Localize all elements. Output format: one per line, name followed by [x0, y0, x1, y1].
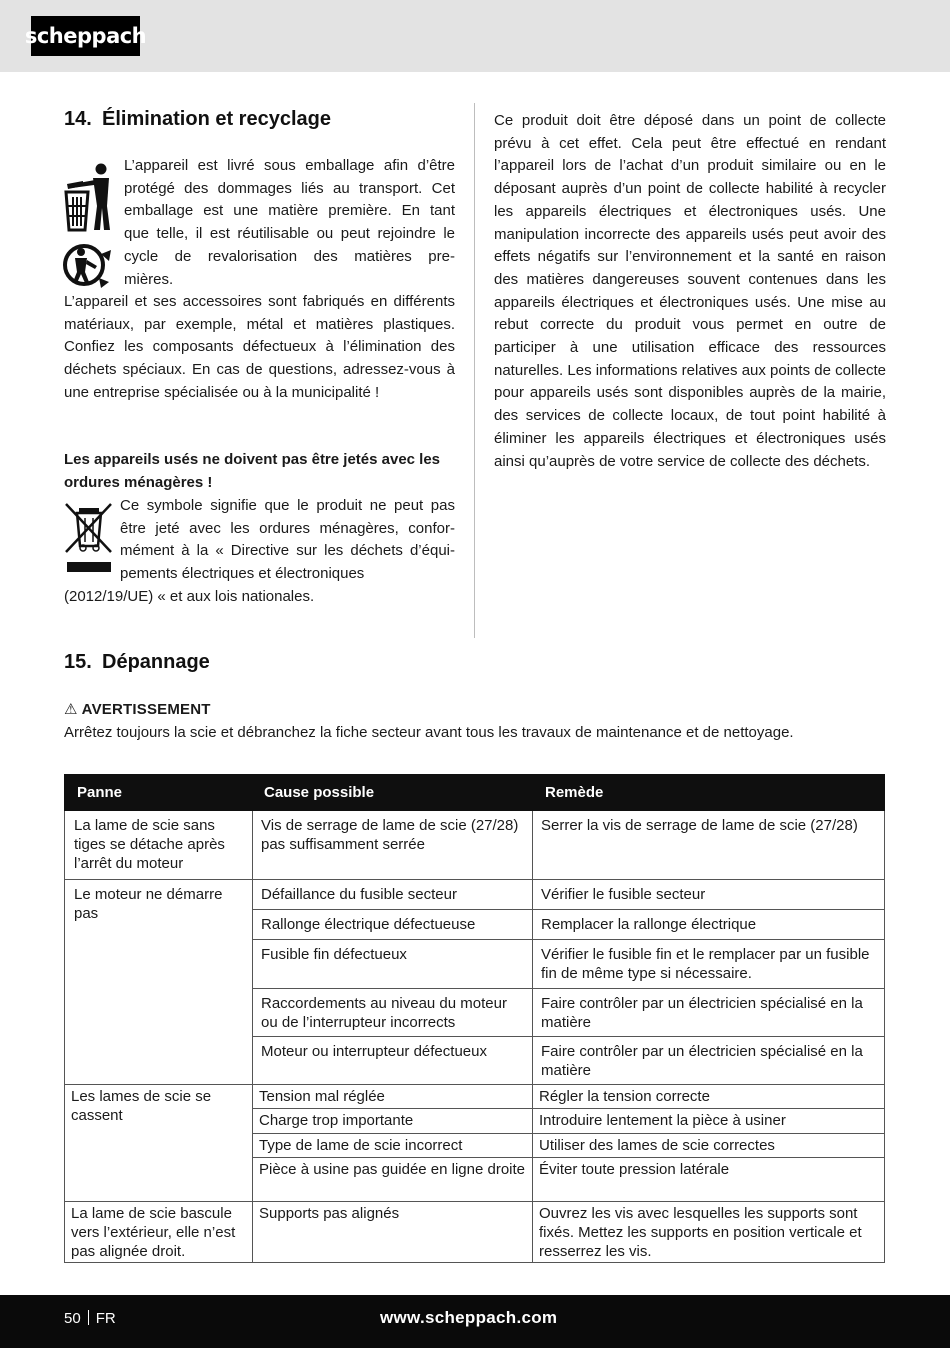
section-14-heading: [64, 108, 331, 131]
cause-cell: Raccordements au niveau du moteur ou de l’interrupteur incorrects: [253, 989, 533, 1036]
scheppach-logo: scheppach: [31, 16, 140, 56]
section-15-heading: [64, 651, 210, 674]
cause-cell: Rallonge électrique défectueuse: [253, 910, 533, 939]
cause-cell: Vis de serrage de lame de scie (27/28) pas suffisamment serrée: [253, 811, 533, 879]
remede-cell: Vérifier le fusible fin et le remplacer par un fusible fin de même type si nécessaire.: [541, 946, 870, 982]
panne-cell: La lame de scie bascule vers l’extérieur, elle n’est pas alignée droit.: [65, 1202, 253, 1262]
packaging-line: mières.: [124, 270, 174, 288]
remede-cell: Éviter toute pression latérale: [539, 1161, 730, 1178]
cause-cell: Charge trop importante: [253, 1109, 533, 1133]
recycling-person-icon: [63, 240, 117, 290]
cause-cell: Type de lame de scie incorrect: [253, 1134, 533, 1157]
warning-text: Arrêtez toujours la scie et débranchez la fiche secteur avant tous les travaux de maintenance et de nettoyage.: [64, 724, 794, 741]
table-row: [64, 880, 885, 1085]
weee-line: mément à la « Directive sur les déchets d’équi-: [120, 542, 455, 560]
section-15-number: 15.: [64, 651, 92, 673]
troubleshooting-table: [64, 774, 885, 1263]
header-panne: Panne: [77, 784, 123, 801]
remede-cell: Faire contrôler par un électricien spécialisé en la matière: [541, 1043, 863, 1079]
table-header: [64, 774, 885, 811]
warning-label: AVERTISSEMENT: [81, 701, 211, 718]
panne-cell: La lame de scie sans tiges se détache après l’arrêt du moteur: [65, 811, 253, 879]
collection-paragraph: Ce produit doit être déposé dans un point de collecte prévu à cet effet. Cela peut être effectué en rendant l’appareil lors de l’achat d’un produit similaire ou en le déposant auprès d’un point de collecte habilité à recycler les appareils électriques et électroniques usés. Une manipulation incorrecte des appareils usés peut avoir des effets négatifs sur l’environnement et la santé en raison des matières dangereuses souvent contenues dans les appareils électriques et électroniques usés. Une mise au rebut correcte du produit vous permet en outre de participer à une utilisation efficace des ressources naturelles. Les informations relatives aux points de collecte pour appareils usés sont disponibles auprès de la mairie, des services de collecte locaux, de tout point habilité à éliminer les appareils électriques et électroniques usés ainsi qu’auprès de votre service de collecte des déchets.: [494, 112, 886, 470]
weee-line: être jeté avec les ordures ménagères, confor-: [120, 519, 455, 537]
panne-cell: Le moteur ne démarre pas: [65, 880, 253, 1084]
packaging-line: cycle de revalorisation des matières pre-: [124, 247, 455, 265]
header-band: [0, 0, 950, 72]
footer-url: www.scheppach.com: [380, 1308, 558, 1327]
remede-cell: Introduire lentement la pièce à usiner: [539, 1112, 786, 1129]
cause-cell: Tension mal réglée: [253, 1085, 533, 1108]
section-15-title: Dépannage: [102, 651, 210, 673]
remede-cell: Faire contrôler par un électricien spécialisé en la matière: [541, 995, 863, 1031]
weee-paragraph: [120, 495, 455, 586]
column-divider: [474, 103, 475, 638]
page-number: 50: [64, 1310, 81, 1327]
packaging-line: que telle, il est réutilisable ou peut rejoindre le: [124, 225, 455, 243]
weee-last-line: (2012/19/UE) « et aux lois nationales.: [64, 588, 315, 605]
section-14-number: 14.: [64, 108, 92, 130]
disposal-person-bin-icon: [63, 162, 119, 234]
remede-cell: Serrer la vis de serrage de lame de scie (27/28): [541, 817, 858, 834]
section-14-title: Élimination et recyclage: [102, 108, 331, 130]
table-row: [64, 811, 885, 880]
warning-triangle-icon: ⚠: [64, 701, 78, 718]
waste-warning-bold: Les appareils usés ne doivent pas être jetés avec les ordures ménagères !: [64, 451, 441, 491]
remede-cell: Ouvrez les vis avec lesquelles les supports sont fixés. Mettez les supports en position verticale et resserrez les vis.: [539, 1205, 862, 1260]
panne-cell: Les lames de scie se cassent: [65, 1085, 253, 1201]
remede-cell: Remplacer la rallonge électrique: [541, 916, 757, 933]
remede-cell: Utiliser des lames de scie correctes: [539, 1137, 775, 1154]
packaging-paragraph: [124, 155, 455, 291]
weee-crossed-bin-icon: [63, 500, 115, 574]
warning-heading: [64, 700, 211, 718]
cause-cell: Défaillance du fusible secteur: [253, 880, 533, 909]
remede-cell: Régler la tension correcte: [539, 1088, 710, 1105]
cause-cell: Supports pas alignés: [253, 1202, 533, 1262]
packaging-line: protégé des dommages liés au transport. Cet: [124, 179, 455, 197]
remede-cell: Vérifier le fusible secteur: [541, 886, 706, 903]
language-code: FR: [95, 1310, 116, 1327]
materials-paragraph: L’appareil et ses accessoires sont fabriqués en différents matériaux, par exemple, métal et matières plastiques. Confiez les composants défectueux à l’élimination des déchets spéciaux. En cas de questions, adressez-vous à une entreprise spécialisée ou à la municipalité !: [64, 293, 455, 401]
header-cause: Cause possible: [264, 784, 375, 801]
packaging-line: L’appareil est livré sous emballage afin d’être: [124, 157, 455, 174]
cause-cell: Fusible fin défectueux: [253, 940, 533, 988]
page-info: [64, 1310, 116, 1327]
weee-line: Ce symbole signifie que le produit ne peut pas: [120, 497, 455, 514]
table-row: [64, 1085, 885, 1202]
page-separator: [88, 1310, 89, 1325]
table-row: [64, 1202, 885, 1263]
header-remede: Remède: [545, 784, 604, 801]
cause-cell: Pièce à usine pas guidée en ligne droite: [253, 1158, 533, 1201]
packaging-line: emballage est une matière première. En tant: [124, 202, 455, 220]
weee-line: pements électriques et électroniques: [120, 565, 365, 583]
cause-cell: Moteur ou interrupteur défectueux: [253, 1037, 533, 1084]
